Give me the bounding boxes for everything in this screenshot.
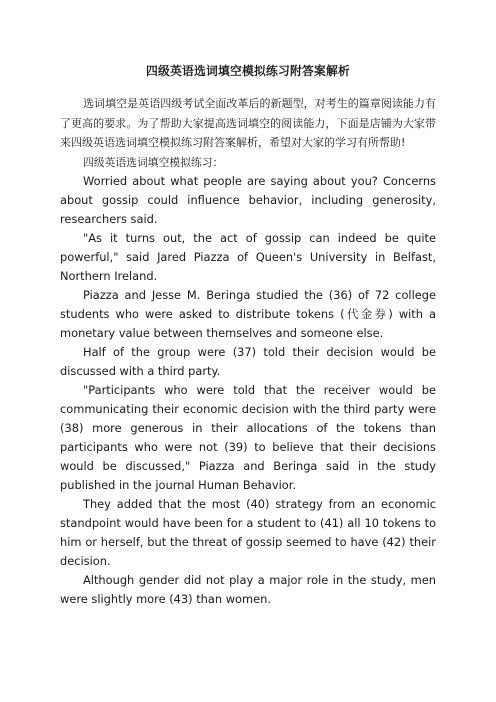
body-paragraph: "As it turns out, the act of gossip can indeed be quite powerful," said Jared Piazza of Queen's University in Belfast, Northern Ireland. bbox=[60, 231, 436, 283]
body-paragraph: Although gender did not play a major role in the study, men were slightly more (43) than women. bbox=[60, 573, 436, 606]
body-paragraph: "Participants who were told that the receiver would be communicating their economic decision with the third party were (38) more generous in their allocations of the tokens than participants who were not (39) to believe that their decisions would be discussed," Piazza and Beringa said in the study published in the journal Human Behavior. bbox=[60, 383, 436, 492]
body-paragraph: They added that the most (40) strategy from an economic standpoint would have been for a student to (41) all 10 tokens to him or herself, but the threat of gossip seemed to have (42) their decision. bbox=[60, 497, 436, 568]
body-paragraph: Worried about what people are saying about you? Concerns about gossip could influence behavior, including generosity, researchers said. bbox=[60, 174, 436, 226]
document-title: 四级英语选词填空模拟练习附答案解析 bbox=[146, 64, 350, 78]
intro-paragraph: 选词填空是英语四级考试全面改革后的新题型，对考生的篇章阅读能力有了更高的要求。为了帮助大家提高选词填空的阅读能力，下面是店铺为大家带来四级英语选词填空模拟练习附答案解析，希望对大家的学习有所帮助! bbox=[60, 97, 436, 149]
body-paragraph: Half of the group were (37) told their decision would be discussed with a third party. bbox=[60, 345, 436, 378]
body-paragraph: Piazza and Jesse M. Beringa studied the (36) of 72 college students who were asked to distribute tokens (代金券) with a monetary value between themselves and someone else. bbox=[60, 288, 436, 340]
section-heading: 四级英语选词填空模拟练习： bbox=[83, 155, 224, 169]
